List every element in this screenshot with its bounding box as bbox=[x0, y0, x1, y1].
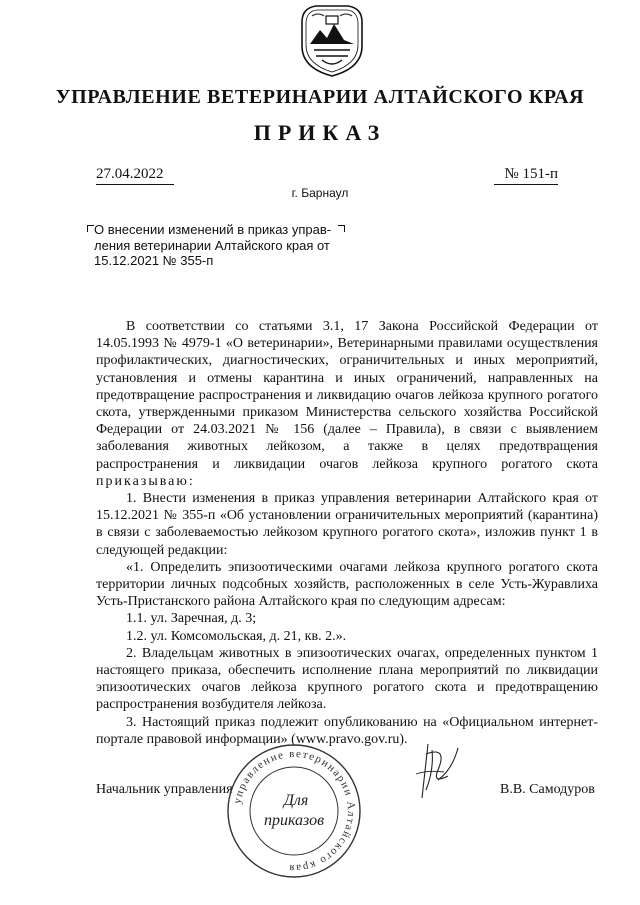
signer-name: В.В. Самодуров bbox=[500, 782, 595, 797]
subject-line: О внесении изменений в приказ управ- bbox=[94, 222, 332, 237]
city: г. Барнаул bbox=[291, 186, 349, 200]
round-stamp-icon bbox=[224, 741, 364, 881]
address-2: 1.2. ул. Комсомольская, д. 21, кв. 2.». bbox=[126, 628, 347, 644]
document-number: № 151-п bbox=[494, 166, 558, 185]
subject-line: 15.12.2021 № 355-п bbox=[94, 253, 214, 268]
subject-line: ления ветеринарии Алтайского края от bbox=[94, 237, 330, 253]
coat-of-arms-icon bbox=[296, 2, 368, 78]
document-body bbox=[96, 318, 598, 748]
item-1-paragraph: 1. Внести изменения в приказ управления ветеринарии Алтайского края от 15.12.2021 № 355-п «Об установлении ограничительных мероприятий (карантина) в связи с заболеваемостью лейкозом крупного рогатого скота», изложив пункт 1 в следующей редакции: bbox=[96, 491, 598, 558]
organization-name: УПРАВЛЕНИЕ ВЕТЕРИНАРИИ АЛТАЙСКОГО КРАЯ bbox=[55, 86, 585, 108]
item-3-paragraph: 3. Настоящий приказ подлежит опубликованию на «Официальном интернет-портале правовой информации» (www.pravo.gov.ru). bbox=[96, 714, 598, 747]
preamble-text: В соответствии со статьями 3.1, 17 Закона Российской Федерации от 14.05.1993 № 4979-1 «О ветеринарии», Ветеринарными правилами осуществления профилактических, диагностических, ограничительных и иных мероприятий, установления и отмены карантина и иных ограничений, направленных на предотвращение распространения и ликвидацию очагов лейкоза крупного рогатого скота, утвержденными приказом Министерства сельского хозяйства Российской Федерации от 24.03.2021 № 156 (далее – Правила), в связи с выявлением заболевания животных лейкозом, а также в целях предотвращения распространения и ликвидации очагов лейкоза крупного рогатого скота bbox=[96, 319, 598, 472]
document-type: ПРИКАЗ bbox=[253, 120, 387, 145]
document-subject bbox=[94, 222, 356, 269]
signer-position: Начальник управления bbox=[96, 782, 233, 797]
stamp-center-line-2: приказов bbox=[263, 812, 325, 829]
corner-mark-left bbox=[87, 225, 94, 232]
stamp-center-line-1: Для bbox=[283, 792, 309, 809]
item-2-paragraph: 2. Владельцам животных в эпизоотических очагах, определенных пунктом 1 настоящего приказа, обеспечить исполнение плана мероприятий по ликвидации эпизоотических очагов лейкоза крупного рогатого скота и предотвращению распространения возбудителя лейкоза. bbox=[96, 645, 598, 713]
order-word: приказываю: bbox=[96, 473, 195, 489]
corner-mark-right bbox=[338, 225, 345, 232]
stamp-ring-text: управление ветеринарии Алтайского края bbox=[231, 747, 358, 875]
handwritten-signature-icon bbox=[408, 740, 464, 800]
preamble-paragraph bbox=[96, 318, 598, 490]
document-date: 27.04.2022 bbox=[96, 166, 174, 185]
address-1: 1.1. ул. Заречная, д. 3; bbox=[126, 611, 257, 627]
quote-paragraph: «1. Определить эпизоотическими очагами лейкоза крупного рогатого скота территории личных подсобных хозяйств, расположенных в селе Усть-Журавлиха Усть-Пристанского района Алтайского края по следующим адресам: bbox=[96, 559, 598, 610]
